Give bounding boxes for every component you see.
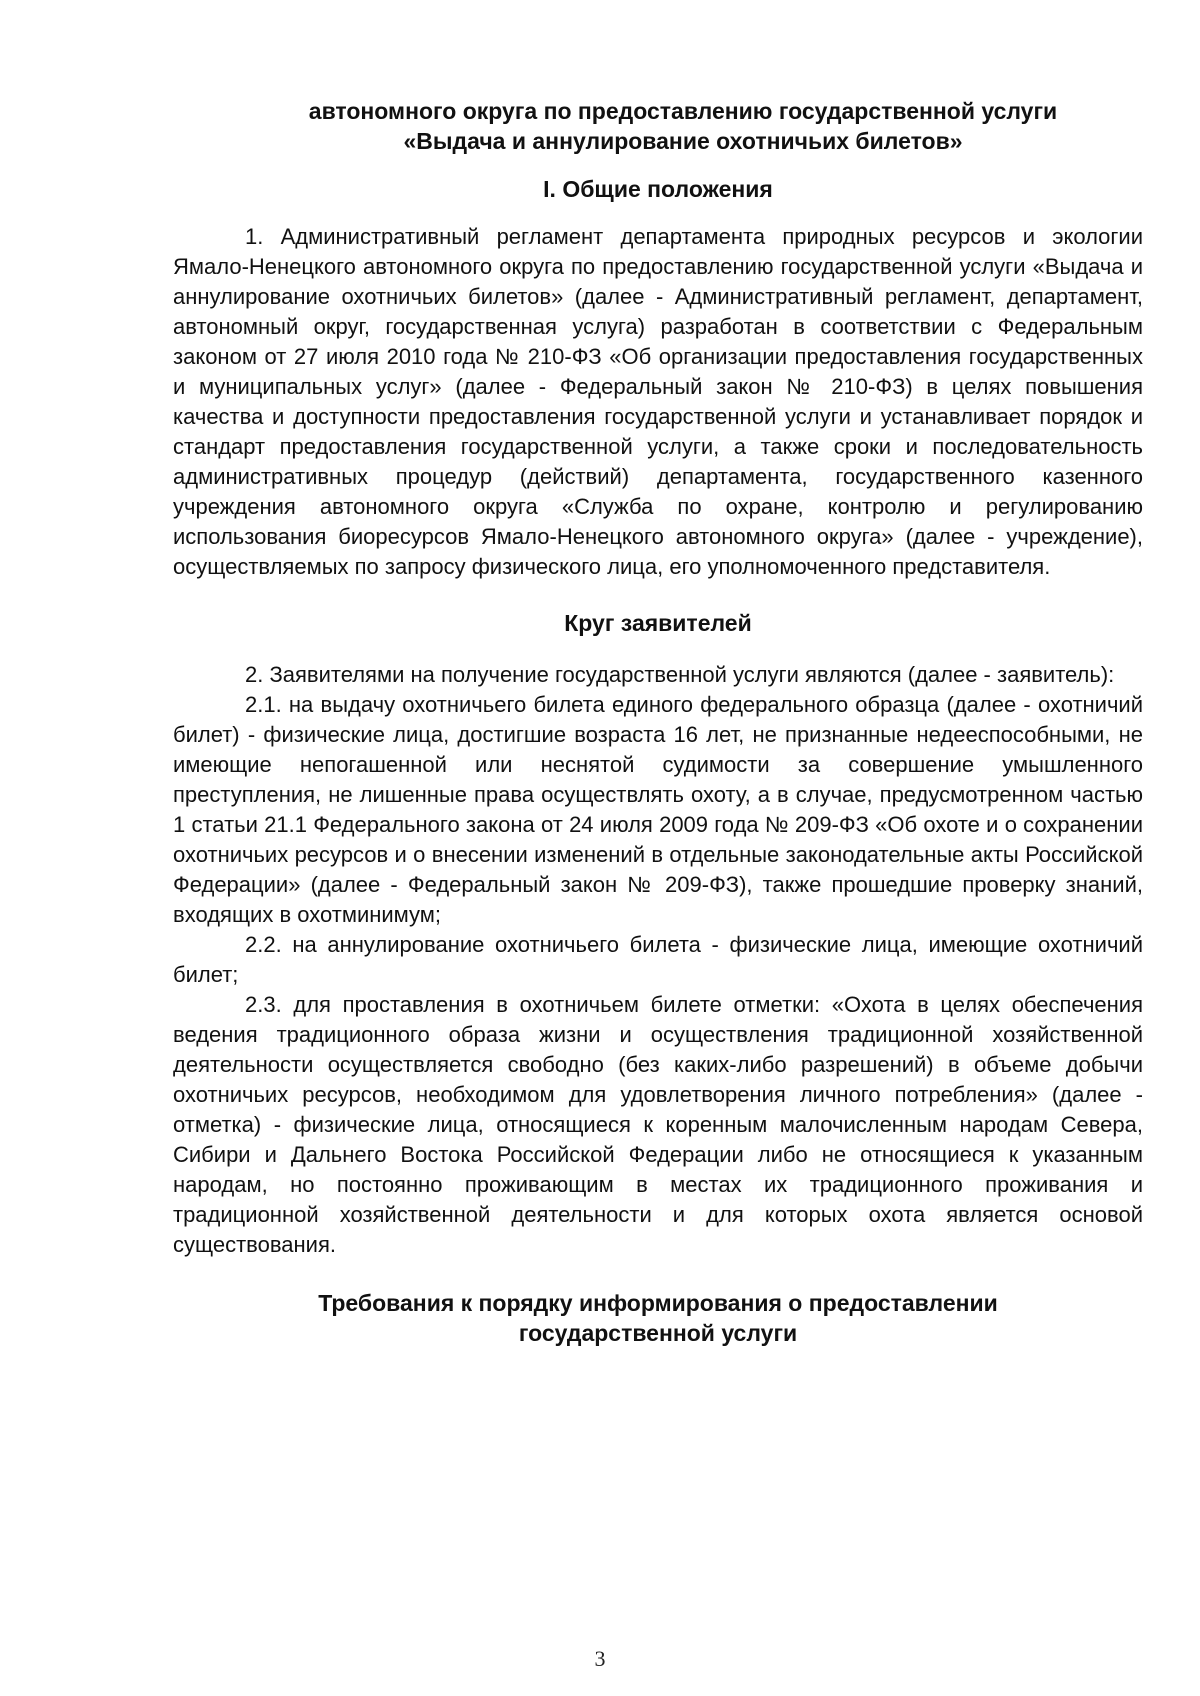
- document-title-line-2: «Выдача и аннулирование охотничьих билетов»: [403, 128, 963, 154]
- paragraph-2-1: 2.1. на выдачу охотничьего билета единого федерального образца (далее - охотничий билет) - физические лица, достигшие возраста 16 лет, не признанные недееспособными, не имеющие непогашенной или неснятой судимости за совершение умышленного преступления, не лишенные права осуществлять охоту, а в случае, предусмотренном частью 1 статьи 21.1 Федерального закона от 24 июля 2009 года № 209-ФЗ «Об охоте и о сохранении охотничьих ресурсов и о внесении изменений в отдельные законодательные акты Российской Федерации» (далее - Федеральный закон № 209-ФЗ), также прошедшие проверку знаний, входящих в охотминимум;: [173, 692, 1143, 927]
- paragraph-1: 1. Административный регламент департамента природных ресурсов и экологии Ямало-Ненецкого автономного округа по предоставлению государственной услуги «Выдача и аннулирование охотничьих билетов» (далее - Административный регламент, департамент, автономный округ, государственная услуга) разработан в соответствии с Федеральным законом от 27 июля 2010 года № 210-ФЗ «Об организации предоставления государственных и муниципальных услуг» (далее - Федеральный закон № 210-ФЗ) в целях повышения качества и доступности предоставления государственной услуги и устанавливает порядок и стандарт предоставления государственной услуги, а также сроки и последовательность административных процедур (действий) департамента, государственного казенного учреждения автономного округа «Служба по охране, контролю и регулированию использования биоресурсов Ямало-Ненецкого автономного округа» (далее - учреждение), осуществляемых по запросу физического лица, его уполномоченного представителя.: [173, 224, 1143, 579]
- section-heading-informing-line-1: Требования к порядку информирования о предоставлении: [318, 1290, 998, 1316]
- page-number: 3: [594, 1646, 606, 1671]
- paragraph-2-3: 2.3. для проставления в охотничьем билете отметки: «Охота в целях обеспечения ведения традиционного образа жизни и осуществления традиционной хозяйственной деятельности осуществляется свободно (без каких-либо разрешений) в объеме добычи охотничьих ресурсов, необходимом для удовлетворения личного потребления» (далее - отметка) - физические лица, относящиеся к коренным малочисленным народам Севера, Сибири и Дальнего Востока Российской Федерации либо не относящиеся к указанным народам, но постоянно проживающим в местах их традиционного проживания и традиционной хозяйственной деятельности и для которых охота является основой существования.: [173, 992, 1143, 1257]
- section-heading-informing-line-2: государственной услуги: [518, 1320, 798, 1346]
- section-heading-applicants: Круг заявителей: [564, 610, 752, 636]
- paragraph-2: 2. Заявителями на получение государственной услуги являются (далее - заявитель):: [245, 662, 1115, 687]
- document-title-line-1: автономного округа по предоставлению государственной услуги: [308, 98, 1058, 124]
- section-heading-general: I. Общие положения: [543, 176, 773, 202]
- section-heading-informing: [173, 1288, 1143, 1348]
- document-title: [243, 96, 1123, 156]
- paragraph-2-2: 2.2. на аннулирование охотничьего билета - физические лица, имеющие охотничий билет;: [173, 932, 1143, 987]
- document-page: [173, 96, 1143, 1370]
